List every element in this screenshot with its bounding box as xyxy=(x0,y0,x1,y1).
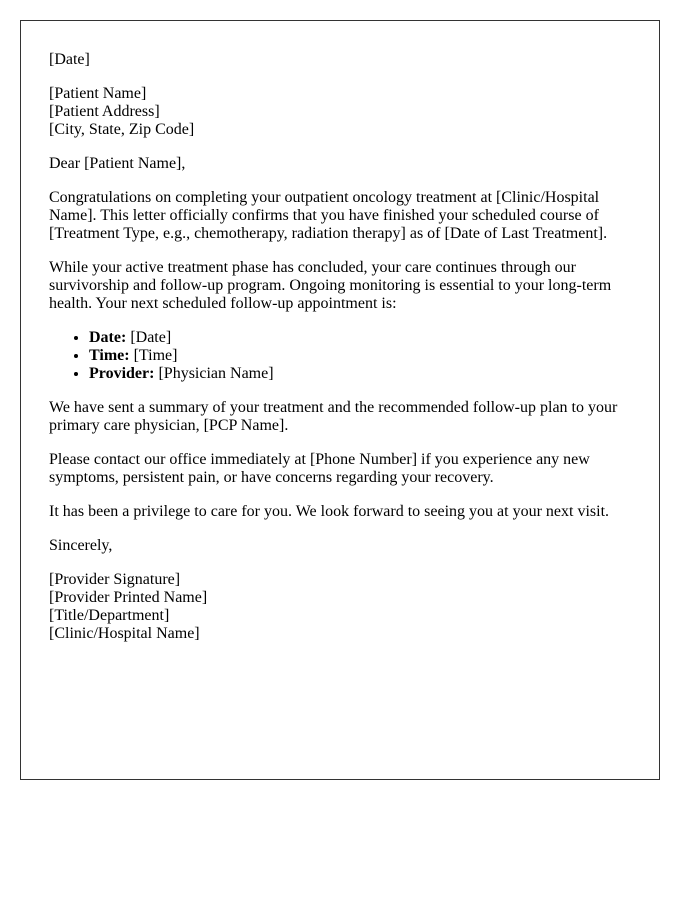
appointment-time-label: Time: xyxy=(89,347,130,364)
appointment-provider-item xyxy=(89,365,631,383)
paragraph-congratulations: Congratulations on completing your outpatient oncology treatment at [Clinic/Hospital Name]. This letter officially confirms that you have finished your scheduled course of [Treatment Type, e.g., chemotherapy, radiation therapy] as of [Date of Last Treatment]. xyxy=(49,189,608,242)
provider-clinic-name: [Clinic/Hospital Name] xyxy=(49,625,200,642)
date-text: [Date] xyxy=(49,51,90,68)
paragraph-follow-up: While your active treatment phase has concluded, your care continues through our survivorship and follow-up program. Ongoing monitoring is essential to your long-term health. Your next scheduled follow-up appointment is: xyxy=(49,259,612,312)
provider-title-department: [Title/Department] xyxy=(49,607,170,624)
provider-signature: [Provider Signature] xyxy=(49,571,181,588)
signature-block xyxy=(49,571,631,643)
paragraph-closing: It has been a privilege to care for you. We look forward to seeing you at your next visit. xyxy=(49,503,610,520)
appointment-date-item xyxy=(89,329,631,347)
letter-page xyxy=(20,20,660,780)
appointment-time-value: [Time] xyxy=(129,347,178,364)
appointment-time-item xyxy=(89,347,631,365)
recipient-city-state-zip: [City, State, Zip Code] xyxy=(49,121,195,138)
provider-printed-name: [Provider Printed Name] xyxy=(49,589,208,606)
salutation: Dear [Patient Name], xyxy=(49,155,186,172)
appointment-date-value: [Date] xyxy=(126,329,172,346)
appointment-provider-value: [Physician Name] xyxy=(154,365,274,382)
appointment-provider-label: Provider: xyxy=(89,365,155,382)
appointment-date-label: Date: xyxy=(89,329,127,346)
recipient-address-block xyxy=(49,85,631,139)
paragraph-summary: We have sent a summary of your treatment and the recommended follow-up plan to your primary care physician, [PCP Name]. xyxy=(49,399,618,434)
letter-date xyxy=(49,51,631,69)
appointment-details-list xyxy=(49,329,631,383)
paragraph-contact: Please contact our office immediately at [Phone Number] if you experience any new symptoms, persistent pain, or have concerns regarding your recovery. xyxy=(49,451,590,486)
sign-off: Sincerely, xyxy=(49,537,113,554)
recipient-address: [Patient Address] xyxy=(49,103,160,120)
recipient-name: [Patient Name] xyxy=(49,85,147,102)
